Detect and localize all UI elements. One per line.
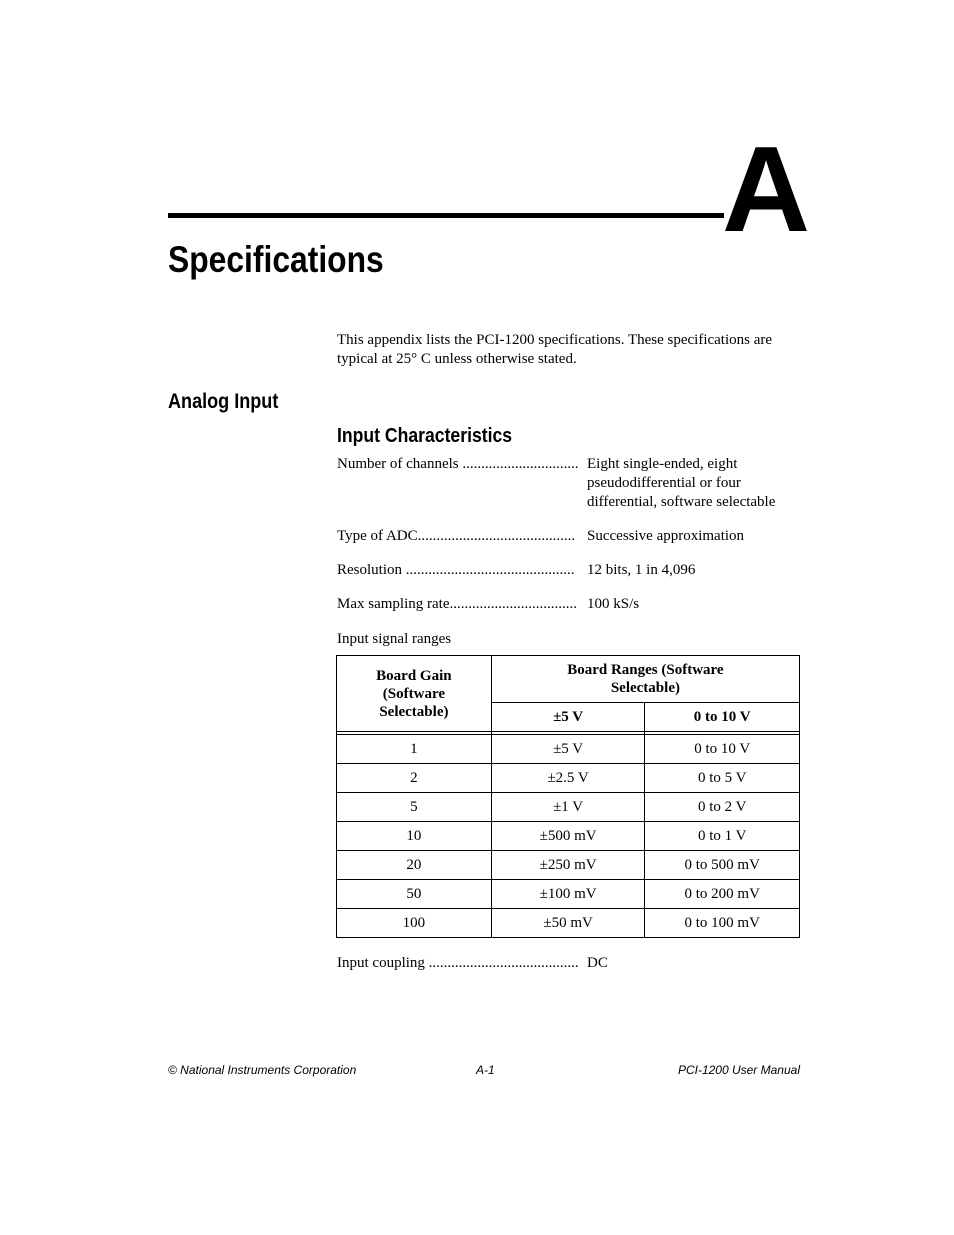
table-row xyxy=(337,880,800,909)
spec-row-adc xyxy=(337,527,807,546)
table-row xyxy=(337,851,800,880)
chapter-letter: A xyxy=(722,121,809,257)
table-row xyxy=(337,909,800,938)
table-row xyxy=(337,764,800,793)
spec-value: 12 bits, 1 in 4,096 xyxy=(587,562,696,578)
gain-header: Board Gain (Software Selectable) xyxy=(337,656,492,732)
footer-manual-title: PCI-1200 User Manual xyxy=(677,1063,800,1077)
gain-cell: 2 xyxy=(337,764,492,793)
unipolar-cell: 0 to 5 V xyxy=(645,764,800,793)
bipolar-cell: ±50 mV xyxy=(491,909,645,938)
table-row xyxy=(337,793,800,822)
spec-label: Input coupling ........................................ xyxy=(337,955,579,971)
gain-cell: 1 xyxy=(337,735,492,764)
bipolar-header: ±5 V xyxy=(491,703,645,732)
spec-row-sampling-rate xyxy=(337,595,807,614)
subsection-heading: Input Characteristics xyxy=(337,425,513,447)
spec-value: Eight single-ended, eight pseudodifferential or four differential, software selectable xyxy=(587,456,776,510)
spec-label: Type of ADC.......................................... xyxy=(337,528,576,544)
spec-label: Number of channels ............................... xyxy=(337,456,579,472)
table-row xyxy=(337,822,800,851)
spec-row-coupling xyxy=(337,954,807,973)
chapter-title: Specifications xyxy=(168,239,384,280)
spec-value: DC xyxy=(587,955,608,971)
spec-row-resolution xyxy=(337,561,807,580)
unipolar-header: 0 to 10 V xyxy=(645,703,800,732)
section-heading: Analog Input xyxy=(168,390,279,413)
gain-cell: 20 xyxy=(337,851,492,880)
spec-row-channels xyxy=(337,455,807,512)
unipolar-cell: 0 to 2 V xyxy=(645,793,800,822)
bipolar-cell: ±100 mV xyxy=(491,880,645,909)
footer-page-number: A-1 xyxy=(476,1063,495,1077)
ranges-header: Board Ranges (Software Selectable) xyxy=(491,656,799,703)
intro-paragraph: This appendix lists the PCI-1200 specifications. These specifications are typical at 25° C unless otherwise stated. xyxy=(337,332,773,367)
chapter-rule xyxy=(168,213,724,218)
gain-cell: 50 xyxy=(337,880,492,909)
unipolar-cell: 0 to 100 mV xyxy=(645,909,800,938)
input-ranges-table xyxy=(336,655,800,938)
bipolar-cell: ±1 V xyxy=(491,793,645,822)
gain-cell: 5 xyxy=(337,793,492,822)
footer-copyright: © National Instruments Corporation xyxy=(168,1063,357,1077)
gain-cell: 10 xyxy=(337,822,492,851)
ranges-caption: Input signal ranges xyxy=(337,631,452,647)
unipolar-cell: 0 to 500 mV xyxy=(645,851,800,880)
bipolar-cell: ±250 mV xyxy=(491,851,645,880)
table-row xyxy=(337,735,800,764)
unipolar-cell: 0 to 1 V xyxy=(645,822,800,851)
spec-label: Max sampling rate.................................. xyxy=(337,596,577,612)
gain-cell: 100 xyxy=(337,909,492,938)
bipolar-cell: ±5 V xyxy=(491,735,645,764)
spec-value: Successive approximation xyxy=(587,528,745,544)
bipolar-cell: ±2.5 V xyxy=(491,764,645,793)
unipolar-cell: 0 to 200 mV xyxy=(645,880,800,909)
bipolar-cell: ±500 mV xyxy=(491,822,645,851)
spec-label: Resolution ............................................. xyxy=(337,562,575,578)
unipolar-cell: 0 to 10 V xyxy=(645,735,800,764)
spec-value: 100 kS/s xyxy=(587,596,640,612)
